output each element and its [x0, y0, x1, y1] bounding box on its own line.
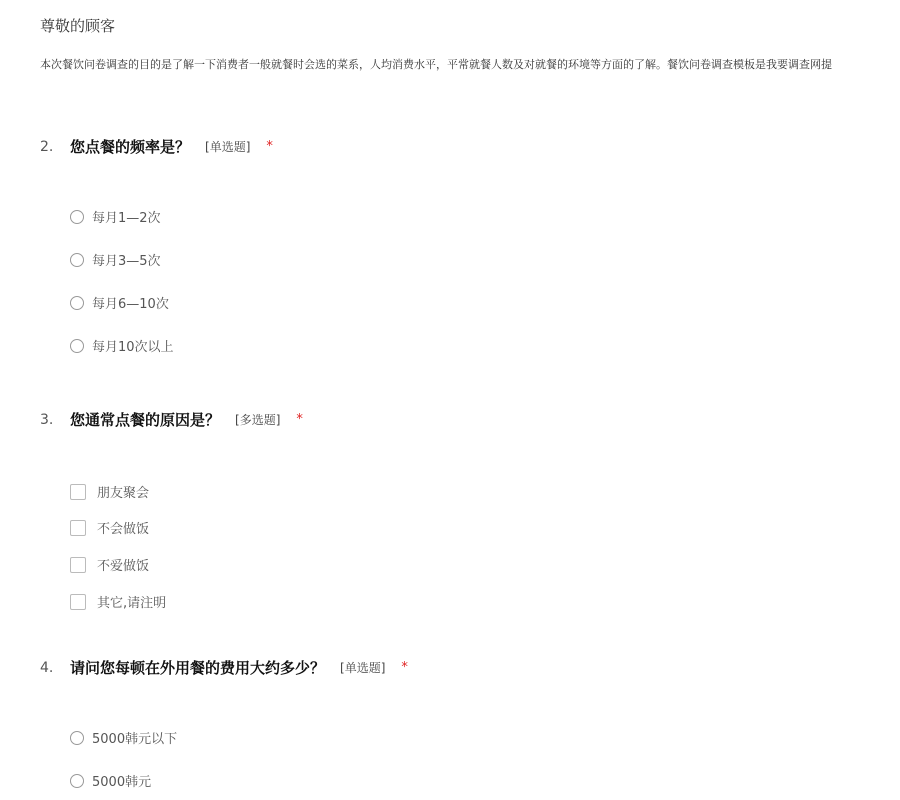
- checkbox[interactable]: [70, 520, 86, 536]
- option-label: 每月3—5次: [92, 254, 161, 269]
- checkbox[interactable]: [70, 557, 86, 573]
- option-label: 朋友聚会: [97, 486, 150, 501]
- option-label: 每月1—2次: [92, 211, 161, 226]
- option-label: 5000韩元以下: [92, 732, 178, 747]
- radio-button[interactable]: [70, 339, 84, 353]
- radio-button[interactable]: [70, 731, 84, 745]
- question-4-header: [40, 657, 408, 678]
- question-title: 您点餐的频率是？: [70, 138, 191, 156]
- question-title: 您通常点餐的原因是？: [70, 411, 221, 429]
- checkbox-option[interactable]: [70, 592, 166, 611]
- option-label: 不会做饭: [97, 522, 150, 537]
- checkbox-option[interactable]: [70, 518, 149, 537]
- question-number: 3.: [40, 411, 54, 428]
- question-3-header: [40, 409, 303, 430]
- option-label: 每月10次以上: [92, 340, 174, 355]
- checkbox[interactable]: [70, 594, 86, 610]
- question-number: 4.: [40, 659, 54, 676]
- radio-button[interactable]: [70, 774, 84, 788]
- option-label: 不爱做饭: [97, 559, 150, 574]
- question-type-badge: [单选题]: [205, 140, 251, 154]
- radio-option[interactable]: [70, 207, 161, 226]
- checkbox-option[interactable]: [70, 482, 149, 501]
- option-label: 其它,请注明: [97, 596, 167, 611]
- radio-option[interactable]: [70, 771, 151, 790]
- question-type-badge: [单选题]: [340, 661, 386, 675]
- question-number: 2.: [40, 138, 54, 155]
- required-asterisk: *: [266, 139, 273, 154]
- question-type-badge: [多选题]: [235, 413, 281, 427]
- option-label: 5000韩元: [92, 775, 152, 790]
- question-title: 请问您每顿在外用餐的费用大约多少？: [70, 659, 326, 677]
- radio-button[interactable]: [70, 296, 84, 310]
- required-asterisk: *: [296, 412, 303, 427]
- checkbox-option[interactable]: [70, 555, 149, 574]
- survey-intro-text: 本次餐饮问卷调查的目的是了解一下消费者一般就餐时会选的菜系，人均消费水平，平常就餐人数及对就餐的环境等方面的了解。餐饮问卷调查模板是我要调查网提: [40, 58, 832, 71]
- radio-option[interactable]: [70, 250, 161, 269]
- radio-button[interactable]: [70, 210, 84, 224]
- question-2-header: [40, 136, 273, 157]
- required-asterisk: *: [401, 660, 408, 675]
- option-label: 每月6—10次: [92, 297, 169, 312]
- greeting-title: 尊敬的顾客: [40, 17, 116, 35]
- radio-button[interactable]: [70, 253, 84, 267]
- radio-option[interactable]: [70, 293, 169, 312]
- radio-option[interactable]: [70, 336, 174, 355]
- checkbox[interactable]: [70, 484, 86, 500]
- radio-option[interactable]: [70, 728, 177, 747]
